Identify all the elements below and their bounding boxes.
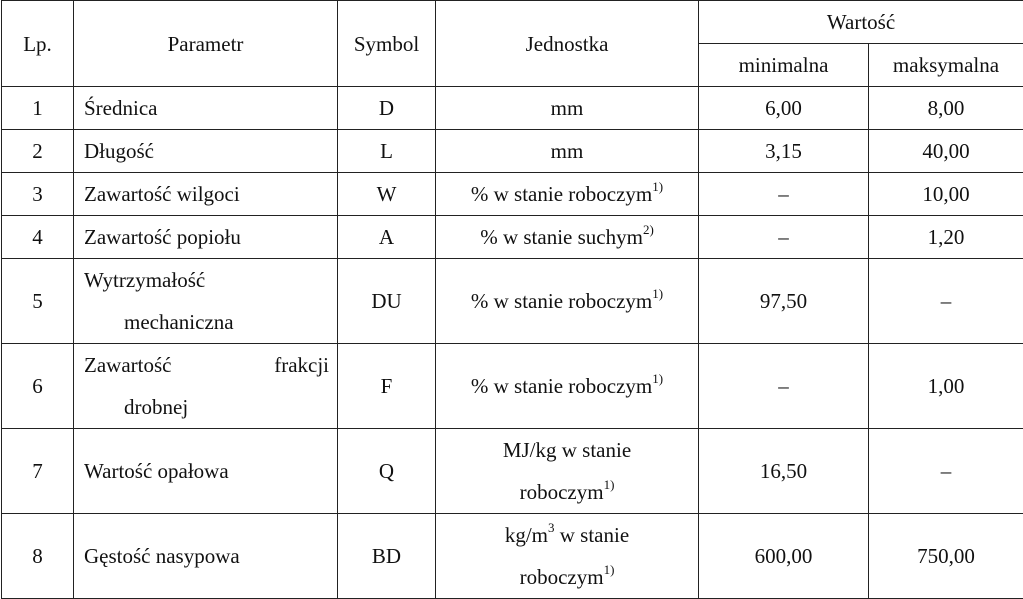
cell-lp: 6: [2, 344, 74, 429]
table-row: [2, 429, 1023, 514]
cell-lp: 4: [2, 216, 74, 259]
unit-text: % w stanie suchym: [480, 225, 643, 249]
cell-min: 97,50: [699, 259, 869, 344]
cell-param: Zawartość popiołu: [74, 216, 338, 259]
cell-unit: [436, 216, 699, 259]
table-row: [2, 259, 1023, 344]
cell-symbol: F: [338, 344, 436, 429]
cell-unit: [436, 344, 699, 429]
unit-line-2: [436, 556, 698, 598]
cell-min: 6,00: [699, 87, 869, 130]
cell-unit: mm: [436, 87, 699, 130]
header-symbol: Symbol: [338, 1, 436, 87]
table-row: [2, 130, 1023, 173]
cell-max: 1,00: [869, 344, 1023, 429]
cell-max: 10,00: [869, 173, 1023, 216]
cell-lp: 1: [2, 87, 74, 130]
cell-min: 16,50: [699, 429, 869, 514]
header-jednostka: Jednostka: [436, 1, 699, 87]
table-row: [2, 173, 1023, 216]
table-row: [2, 87, 1023, 130]
footnote-ref: 1): [652, 179, 663, 194]
unit-text: % w stanie roboczym: [471, 374, 652, 398]
unit-line-2-text: roboczym: [520, 480, 604, 504]
cell-symbol: W: [338, 173, 436, 216]
cell-lp: 3: [2, 173, 74, 216]
cell-param: Średnica: [74, 87, 338, 130]
param-line-1: [84, 344, 337, 386]
table-row: [2, 514, 1023, 599]
cell-symbol: L: [338, 130, 436, 173]
cell-param: Długość: [74, 130, 338, 173]
cell-max: 40,00: [869, 130, 1023, 173]
cell-max: –: [869, 259, 1023, 344]
unit-line-2-text: roboczym: [520, 565, 604, 589]
unit-line-1-pre: kg/m: [505, 523, 548, 547]
unit-text: % w stanie roboczym: [471, 182, 652, 206]
cell-max: 1,20: [869, 216, 1023, 259]
cell-lp: 5: [2, 259, 74, 344]
table-row: [2, 344, 1023, 429]
cell-max: 8,00: [869, 87, 1023, 130]
header-maksymalna: maksymalna: [869, 44, 1023, 87]
footnote-ref: 1): [604, 477, 615, 492]
footnote-ref: 1): [604, 562, 615, 577]
cell-param: Gęstość nasypowa: [74, 514, 338, 599]
header-lp: Lp.: [2, 1, 74, 87]
cell-min: 3,15: [699, 130, 869, 173]
cell-min: –: [699, 344, 869, 429]
table-row: [2, 216, 1023, 259]
cell-param: Wartość opałowa: [74, 429, 338, 514]
cell-param: [74, 259, 338, 344]
header-parametr: Parametr: [74, 1, 338, 87]
cell-param: [74, 344, 338, 429]
cell-unit: [436, 173, 699, 216]
cell-param: Zawartość wilgoci: [74, 173, 338, 216]
cell-max: 750,00: [869, 514, 1023, 599]
cell-symbol: BD: [338, 514, 436, 599]
unit-exponent: 3: [548, 520, 555, 535]
unit-line-1: MJ/kg w stanie: [436, 429, 698, 471]
footnote-ref: 1): [652, 286, 663, 301]
cell-symbol: Q: [338, 429, 436, 514]
cell-min: –: [699, 173, 869, 216]
param-word-2: frakcji: [274, 344, 329, 386]
header-wartosc: Wartość: [699, 1, 1023, 44]
unit-line-1-post: w stanie: [555, 523, 630, 547]
parameters-table: [1, 0, 1023, 599]
cell-unit: [436, 429, 699, 514]
cell-symbol: A: [338, 216, 436, 259]
unit-line-2: [436, 471, 698, 513]
header-minimalna: minimalna: [699, 44, 869, 87]
unit-line-1: [436, 514, 698, 556]
cell-unit: mm: [436, 130, 699, 173]
cell-min: 600,00: [699, 514, 869, 599]
cell-max: –: [869, 429, 1023, 514]
footnote-ref: 2): [643, 222, 654, 237]
cell-lp: 7: [2, 429, 74, 514]
cell-min: –: [699, 216, 869, 259]
footnote-ref: 1): [652, 371, 663, 386]
unit-text: % w stanie roboczym: [471, 289, 652, 313]
param-line-2: drobnej: [84, 386, 337, 428]
cell-lp: 8: [2, 514, 74, 599]
cell-unit: [436, 514, 699, 599]
cell-symbol: DU: [338, 259, 436, 344]
param-word-1: Zawartość: [84, 344, 171, 386]
param-line-1: Wytrzymałość: [84, 259, 337, 301]
header-row: [2, 1, 1023, 44]
cell-unit: [436, 259, 699, 344]
cell-symbol: D: [338, 87, 436, 130]
cell-lp: 2: [2, 130, 74, 173]
param-line-2: mechaniczna: [84, 301, 337, 343]
